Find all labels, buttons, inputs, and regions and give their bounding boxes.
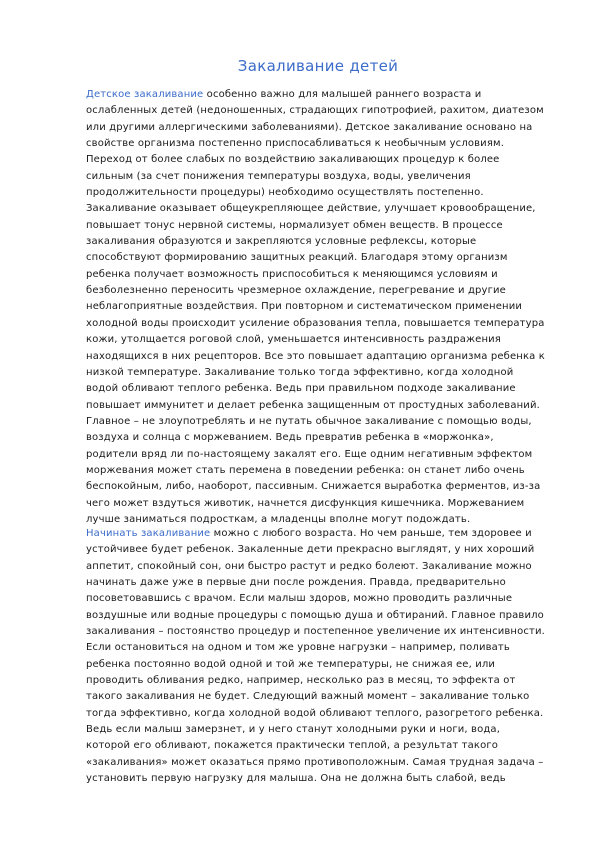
document-title: Закаливание детей bbox=[237, 57, 399, 75]
paragraph-hardening-children bbox=[86, 87, 546, 528]
paragraph-body: особенно важно для малышей раннего возраста и ослабленных детей (недоношенных, страдающих гипотрофией, рахитом, диатезом или другими аллергическими заболеваниями). Детское закаливание основано на свойстве организма постепенно приспосабливаться к необычным условиям. Переход от более слабых по воздействию закаливающих процедур к более сильным (за счет понижения температуры воздуха, воды, увеличения продолжительности процедуры) необходимо осуществлять постепенно. Закаливание оказывает общеукрепляющее действие, улучшает кровообращение, повышает тонус нервной системы, нормализует обмен веществ. В процессе закаливания образуются и закрепляются условные рефлексы, которые способствуют формированию защитных реакций. Благодаря этому организм ребенка получает возможность приспособиться к меняющимся условиям и безболезненно переносить чрезмерное охлаждение, перегревание и другие неблагоприятные воздействия. При повторном и систематическом применении холодной воды происходит усиление образования тепла, повышается температура кожи, утолщается роговой слой, уменьшается интенсивность раздражения находящихся в них рецепторов. Все это повышает адаптацию организма ребенка к низкой температуре. Закаливание только тогда эффективно, когда холодной водой обливают теплого ребенка. Ведь при правильном подходе закаливание повышает иммунитет и делает ребенка защищенным от простудных заболеваний. Главное – не злоупотреблять и не путать обычное закаливание с помощью воды, воздуха и солнца с моржеванием. Ведь превратив ребенка в «моржонка», родители вряд ли по-настоящему закалят его. Еще одним негативным эффектом моржевания может стать перемена в поведении ребенка: он станет либо очень беспокойным, либо, наоборот, пассивным. Снижается выработка ферментов, из-за чего может вздуться животик, начнется дисфункция кишечника. Моржеванием лучше заниматься подросткам, а младенцы вполне могут подождать. bbox=[86, 89, 545, 525]
paragraph-lead-term: Детское закаливание bbox=[86, 89, 204, 100]
paragraph-start-hardening bbox=[86, 526, 546, 788]
paragraph-body: можно с любого возраста. Но чем раньше, тем здоровее и устойчивее будет ребенок. Закаленные дети прекрасно выглядят, у них хороший аппетит, спокойный сон, они быстро растут и редко болеют. Закаливание можно начинать даже уже в первые дни после рождения. Правда, предварительно посоветовавшись с врачом. Если малыш здоров, можно проводить различные воздушные или водные процедуры с помощью душа и обтираний. Главное правило закаливания – постоянство процедур и постепенное увеличение их интенсивности. Если остановиться на одном и том же уровне нагрузки – например, поливать ребенка постоянно водой одной и той же температуры, не снижая ее, или проводить обливания редко, например, несколько раз в месяц, то эффекта от такого закаливания не будет. Следующий важный момент – закаливание только тогда эффективно, когда холодной водой обливают теплого, разогретого ребенка. Ведь если малыш замерзнет, и у него станут холодными руки и ноги, вода, которой его обливают, покажется практически теплой, а результат такого «закаливания» может оказаться прямо противоположным. Самая трудная задача – установить первую нагрузку для малыша. Она не должна быть слабой, ведь bbox=[86, 528, 545, 785]
paragraph-lead-term: Начинать закаливание bbox=[86, 528, 211, 539]
